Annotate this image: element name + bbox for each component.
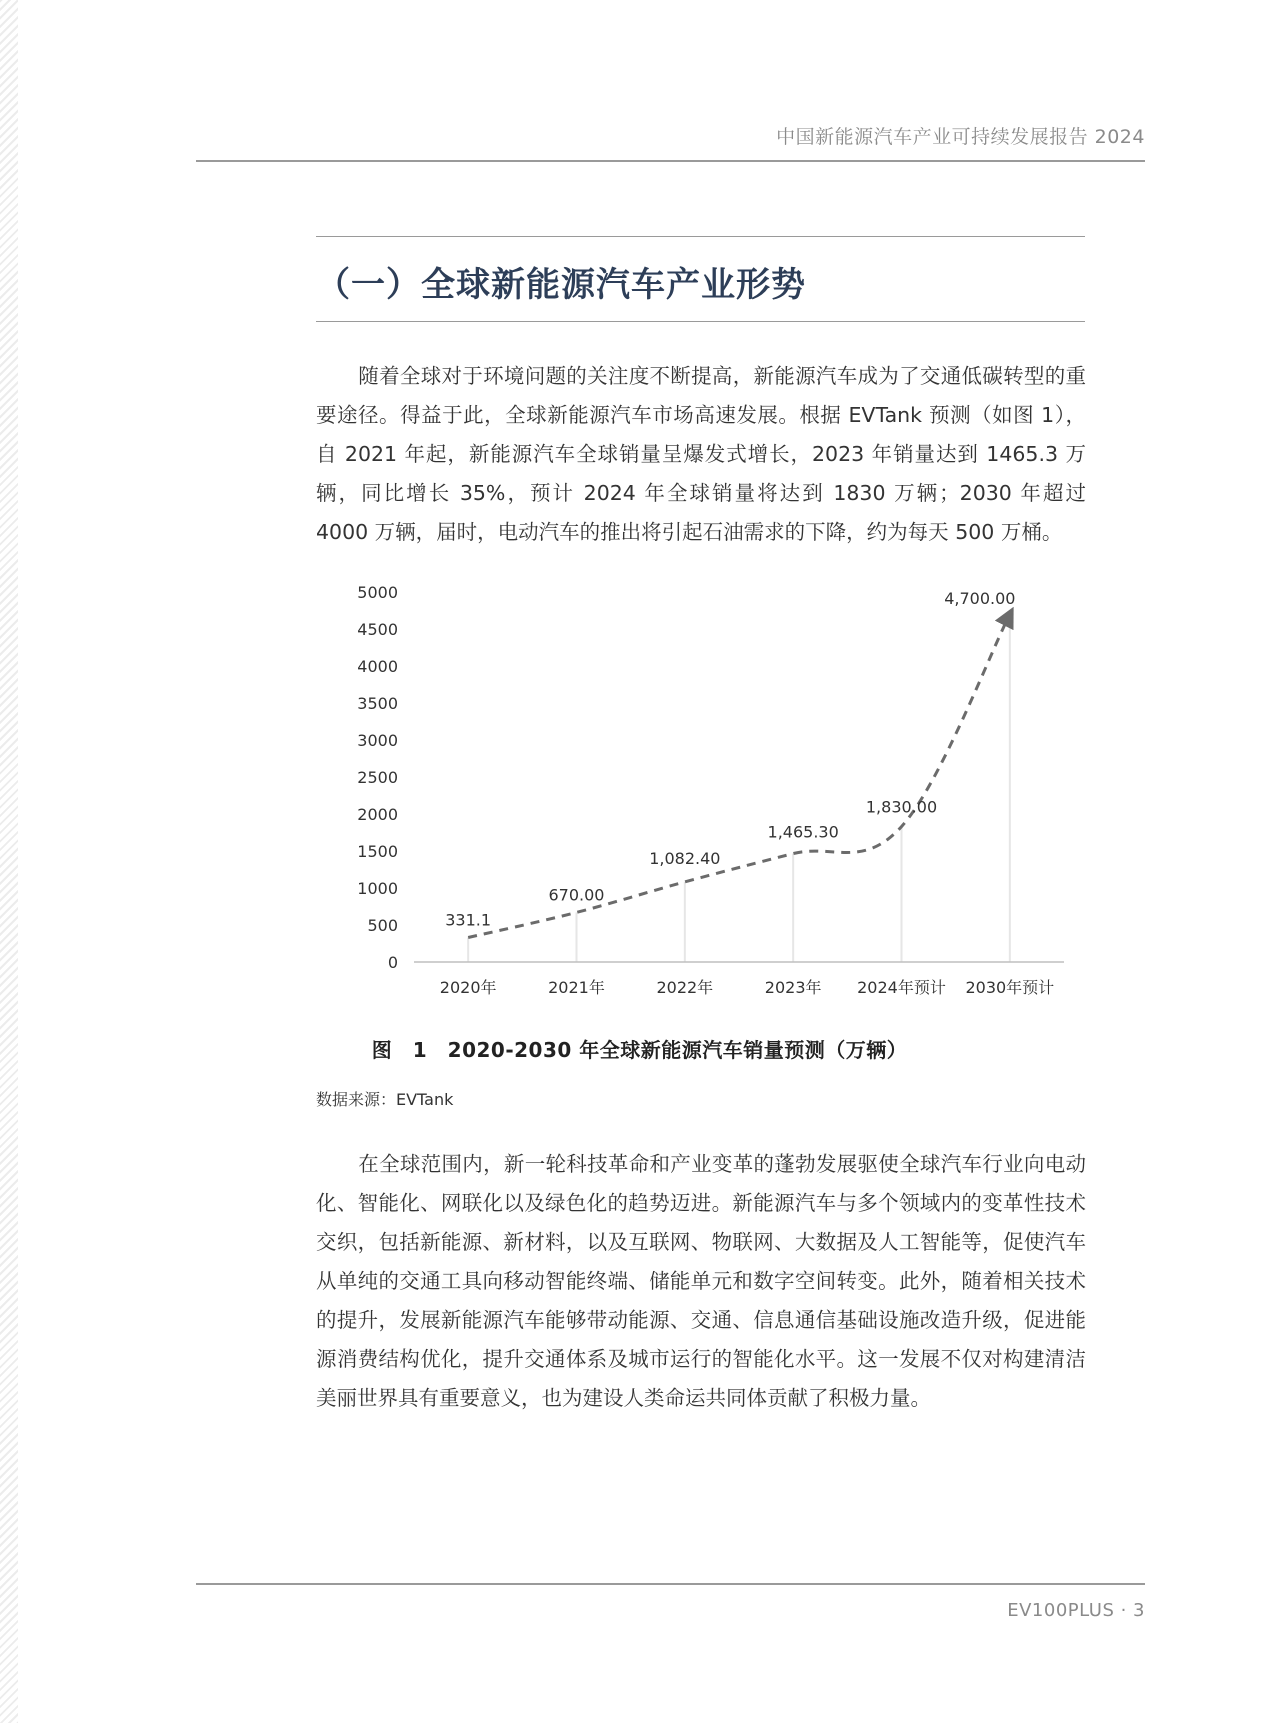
x-tick-label: 2020年: [439, 978, 497, 997]
paragraph-intro-text: 随着全球对于环境问题的关注度不断提高，新能源汽车成为了交通低碳转型的重要途径。得益于此，全球新能源汽车市场高速发展。根据 EVTank 预测（如图 1），自 2021 年起，新能源汽车全球销量呈爆发式增长，2023 年销量达到 1465.3 万辆，同比增长 35%，预计 2024 年全球销量将达到 1830 万辆；2030 年超过 4000 万辆，届时，电动汽车的推出将引起石油需求的下降，约为每天 500 万桶。: [316, 364, 1086, 544]
y-tick-label: 1500: [357, 842, 398, 861]
x-tick-label: 2030年预计: [965, 978, 1055, 997]
running-header-title: 中国新能源汽车产业可持续发展报告 2024: [776, 126, 1145, 148]
sales-forecast-chart: [316, 570, 1076, 1010]
y-tick-label: 0: [387, 953, 398, 972]
data-label: 1,465.30: [767, 822, 839, 842]
figure-caption: 图 1 2020-2030 年全球新能源汽车销量预测（万辆）: [371, 1038, 908, 1062]
page-footer: EV100PLUS · 3: [1007, 1600, 1145, 1621]
section-top-rule: [316, 236, 1085, 237]
x-tick-label: 2023年: [764, 978, 822, 997]
section-heading: （一）全球新能源汽车产业形势: [316, 265, 806, 305]
y-tick-label: 1000: [357, 879, 398, 898]
data-label: 4,700.00: [944, 589, 1016, 609]
y-tick-label: 500: [367, 916, 398, 935]
chart-svg: [316, 570, 1076, 1010]
data-label: 1,082.40: [649, 848, 721, 868]
y-tick-label: 3500: [357, 694, 398, 713]
y-tick-label: 2000: [357, 805, 398, 824]
paragraph-intro: [316, 357, 1086, 552]
paragraph-global-trend-text: 在全球范围内，新一轮科技革命和产业变革的蓬勃发展驱使全球汽车行业向电动化、智能化、网联化以及绿色化的趋势迈进。新能源汽车与多个领域内的变革性技术交织，包括新能源、新材料，以及互联网、物联网、大数据及人工智能等，促使汽车从单纯的交通工具向移动智能终端、储能单元和数字空间转变。此外，随着相关技术的提升，发展新能源汽车能够带动能源、交通、信息通信基础设施改造升级，促进能源消费结构优化，提升交通体系及城市运行的智能化水平。这一发展不仅对构建清洁美丽世界具有重要意义，也为建设人类命运共同体贡献了积极力量。: [316, 1152, 1086, 1410]
y-tick-label: 4500: [357, 620, 398, 639]
decorative-side-stripe: [0, 0, 18, 1723]
section-bottom-rule: [316, 321, 1085, 322]
data-label: 1,830.00: [865, 797, 938, 817]
header-divider: [196, 160, 1145, 162]
y-tick-label: 4000: [357, 657, 398, 676]
y-tick-label: 3000: [357, 731, 398, 750]
x-tick-label: 2021年: [548, 978, 605, 997]
data-source-note: 数据来源：EVTank: [316, 1090, 454, 1109]
footer-divider: [196, 1583, 1145, 1585]
x-tick-label: 2024年预计: [857, 978, 946, 997]
y-tick-label: 2500: [357, 768, 398, 787]
y-tick-label: 5000: [357, 583, 398, 602]
x-tick-label: 2022年: [656, 978, 714, 997]
data-label: 331.1: [445, 910, 492, 930]
data-label: 670.00: [548, 885, 605, 905]
paragraph-global-trend: [316, 1145, 1086, 1418]
